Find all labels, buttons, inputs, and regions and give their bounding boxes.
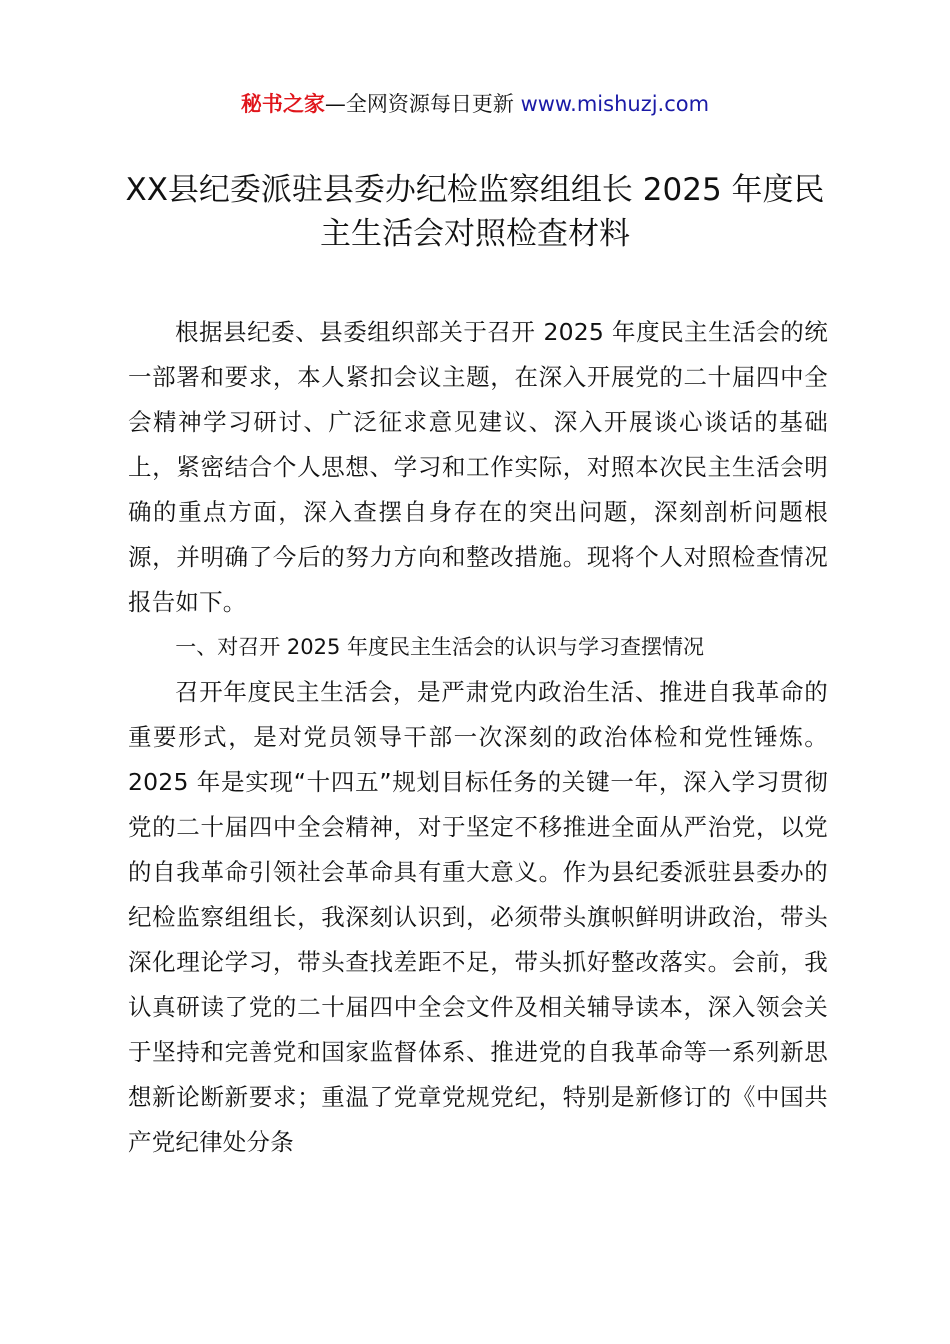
site-url-link[interactable]: www.mishuzj.com — [520, 92, 710, 116]
section-paragraph: 召开年度民主生活会，是严肃党内政治生活、推进自我革命的重要形式，是对党员领导干部一次深刻的政治体检和党性锤炼。2025 年是实现“十四五”规划目标任务的关键一年，深入学习贯彻党的二十届四中全会精神，对于坚定不移推进全面从严治党，以党的自我革命引领社会革命具有重大意义。作为县纪委派驻县委办的纪检监察组组长，我深刻认识到，必须带头旗帜鲜明讲政治，带头深化理论学习，带头查找差距不足，带头抓好整改落实。会前，我认真研读了党的二十届四中全会文件及相关辅导读本，深入领会关于坚持和完善党和国家监督体系、推进党的自我革命等一系列新思想新论断新要求；重温了党章党规党纪，特别是新修订的《中国共产党纪律处分条 — [128, 678, 828, 1156]
section-heading: 一、对召开 2025 年度民主生活会的认识与学习查摆情况 — [175, 635, 705, 659]
brand-name: 秘书之家 — [240, 92, 325, 116]
intro-paragraph: 根据县纪委、县委组织部关于召开 2025 年度民主生活会的统一部署和要求，本人紧扣会议主题，在深入开展党的二十届四中全会精神学习研讨、广泛征求意见建议、深入开展谈心谈话的基础上，紧密结合个人思想、学习和工作实际，对照本次民主生活会明确的重点方面，深入查摆自身存在的突出问题，深刻剖析问题根源，并明确了今后的努力方向和整改措施。现将个人对照检查情况报告如下。 — [128, 318, 828, 616]
document-title: XX县纪委派驻县委办纪检监察组组长 2025 年度民主生活会对照检查材料 — [125, 172, 825, 252]
header-tagline: —全网资源每日更新 — [324, 92, 514, 116]
page-header — [0, 88, 950, 120]
document-body — [128, 310, 828, 1165]
